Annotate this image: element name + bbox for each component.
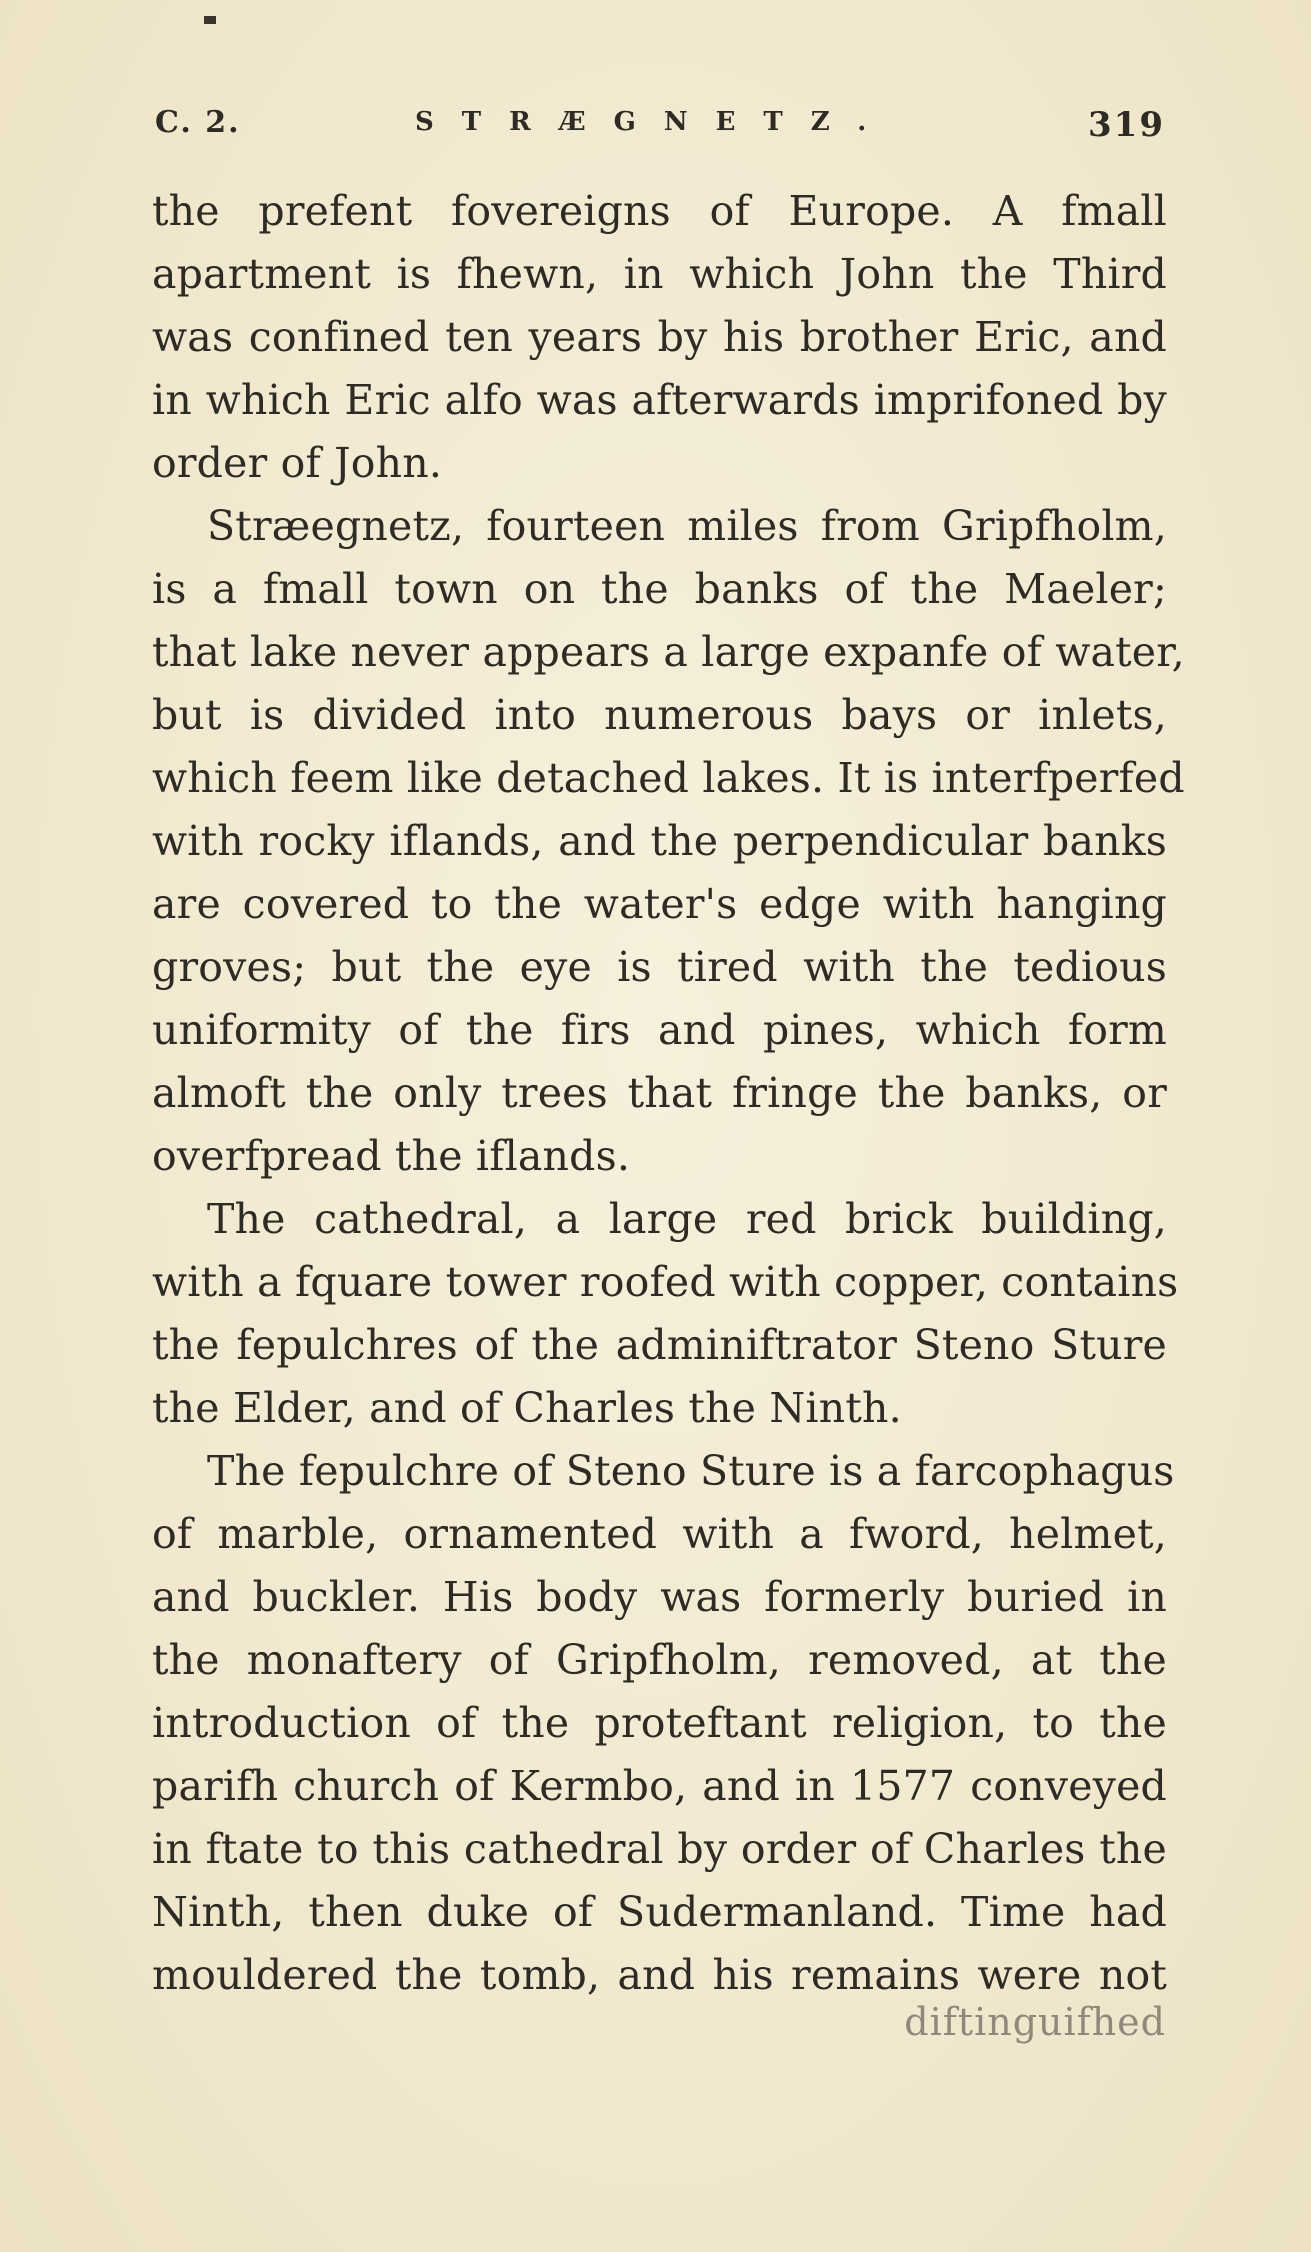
running-header: [155, 105, 1165, 155]
chapter-reference: C. 2.: [155, 105, 241, 140]
text-line: in ftate to this cathedral by order of Charles the: [152, 1825, 1167, 1873]
text-line: that lake never appears a large expanfe of water,: [152, 628, 1185, 676]
text-line: mouldered the tomb, and his remains were not: [152, 1951, 1167, 1999]
text-line: in which Eric alfo was afterwards imprifoned by: [152, 376, 1167, 424]
text-line: with a fquare tower roofed with copper, contains: [152, 1258, 1179, 1306]
text-line: but is divided into numerous bays or inlets,: [152, 691, 1167, 739]
text-line: is a fmall town on the banks of the Maeler;: [152, 565, 1167, 613]
text-line: order of John.: [152, 439, 443, 487]
text-line: the fepulchres of the adminiftrator Steno Sture: [152, 1321, 1167, 1369]
text-line: Stræegnetz, fourteen miles from Gripfholm,: [207, 502, 1167, 550]
page-number: 319: [1088, 105, 1165, 145]
text-line: of marble, ornamented with a fword, helmet,: [152, 1510, 1167, 1558]
text-line: with rocky iflands, and the perpendicular banks: [152, 817, 1167, 865]
text-line: overfpread the iflands.: [152, 1132, 631, 1180]
text-line: the Elder, and of Charles the Ninth.: [152, 1384, 902, 1432]
text-line: the prefent fovereigns of Europe. A fmall: [152, 187, 1167, 235]
text-line: was confined ten years by his brother Eric, and: [152, 313, 1167, 361]
text-line: Ninth, then duke of Sudermanland. Time had: [152, 1888, 1167, 1936]
text-line: parifh church of Kermbo, and in 1577 conveyed: [152, 1762, 1167, 1810]
body-text: [152, 180, 1185, 2007]
text-line: groves; but the eye is tired with the tedious: [152, 943, 1167, 991]
text-line: almoft the only trees that fringe the banks, or: [152, 1069, 1167, 1117]
text-line: The cathedral, a large red brick building,: [207, 1195, 1167, 1243]
text-line: apartment is fhewn, in which John the Third: [152, 250, 1167, 298]
text-line: which feem like detached lakes. It is interfperfed: [152, 754, 1185, 802]
ink-mark: [204, 16, 216, 24]
text-line: are covered to the water's edge with hanging: [152, 880, 1167, 928]
text-line: introduction of the proteftant religion, to the: [152, 1699, 1167, 1747]
catchword: diftinguifhed: [904, 2000, 1166, 2044]
text-line: and buckler. His body was formerly buried in: [152, 1573, 1167, 1621]
text-line: The fepulchre of Steno Sture is a farcophagus: [207, 1447, 1175, 1495]
text-line: uniformity of the firs and pines, which form: [152, 1006, 1167, 1054]
text-line: the monaftery of Gripfholm, removed, at the: [152, 1636, 1167, 1684]
running-title: STRÆGNETZ.: [415, 107, 895, 137]
